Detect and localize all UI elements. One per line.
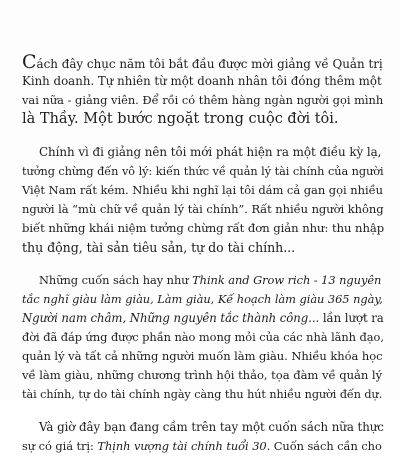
paragraph-spacer (22, 129, 384, 143)
text-line: đời đã đáp ứng được phần nào mong mỏi của các nhà lãnh đạo, (22, 330, 384, 344)
paragraph-spacer (22, 257, 384, 271)
text-line: Việt Nam rất kém. Nhiều khi nghĩ lại tôi dám cả gan gọi nhiều (22, 183, 383, 197)
text-run: Những cuốn sách hay như (39, 273, 193, 287)
text-line: Chính vì đi giảng nên tôi mới phát hiện ra một điều kỳ lạ, (39, 145, 382, 159)
text-line: thụ động, tài sản tiêu sản, tự do tài chính... (22, 240, 296, 255)
text-line (22, 271, 384, 290)
text-run: lần lượt ra (319, 311, 384, 325)
paragraph-2 (22, 143, 384, 257)
book-title-text: Thịnh vượng tài chính tuổi 30 (97, 439, 267, 453)
text-line (22, 53, 384, 72)
text-run: . Cuốn sách cần cho (266, 439, 382, 453)
text-line: về làm giàu, những chương trình hội thảo, tọa đàm về quản lý (22, 368, 383, 382)
drop-cap-letter: C (22, 51, 37, 73)
text-line: biết những khái niệm tưởng chừng rất đơn giản như: thu nhập (22, 221, 385, 235)
text-line: tài chính, tự do tài chính ngày càng thu hút nhiều người đến dự. (22, 388, 383, 401)
text-line: vai nữa - giảng viên. Để rồi có thêm hàng ngàn người gọi mình (22, 93, 384, 107)
body-text (22, 53, 384, 456)
paragraph-4 (22, 418, 384, 456)
text-line: người là “mù chữ về quản lý tài chính”. Rất nhiều người không (22, 202, 384, 216)
text-line: quản lý và tất cả những người muốn làm giàu. Nhiều khóa học (22, 349, 383, 363)
paragraph-spacer (22, 404, 384, 418)
text-line: Kinh doanh. Tự nhiên từ một doanh nhân tôi đóng thêm một (22, 74, 382, 88)
text-line: tưởng chừng đến vô lý: kiến thức về quản lý tài chính của người (22, 165, 384, 178)
text-line (22, 309, 384, 328)
text-line (22, 437, 384, 456)
book-title-text: tắc nghĩ giàu làm giàu, Làm giàu, Kế hoạch làm giàu 365 ngày, (22, 292, 383, 306)
drop-cap-text (22, 51, 383, 73)
drop-cap-rest: ách đây chục năm tôi bắt đầu được mời giảng về Quản trị (36, 57, 383, 71)
book-title-text: Người nam châm, Những nguyên tắc thành công... (22, 311, 320, 325)
text-line (22, 290, 384, 309)
paragraph-1 (22, 53, 384, 129)
text-line: Và giờ đây bạn đang cầm trên tay một cuốn sách nữa thực (39, 420, 384, 434)
paragraph-3 (22, 271, 384, 404)
book-title-text: Think and Grow rich - 13 nguyên (192, 273, 382, 287)
text-run: sự có giá trị: (22, 439, 98, 453)
text-line: là Thầy. Một bước ngoặt trong cuộc đời tôi. (22, 111, 339, 127)
